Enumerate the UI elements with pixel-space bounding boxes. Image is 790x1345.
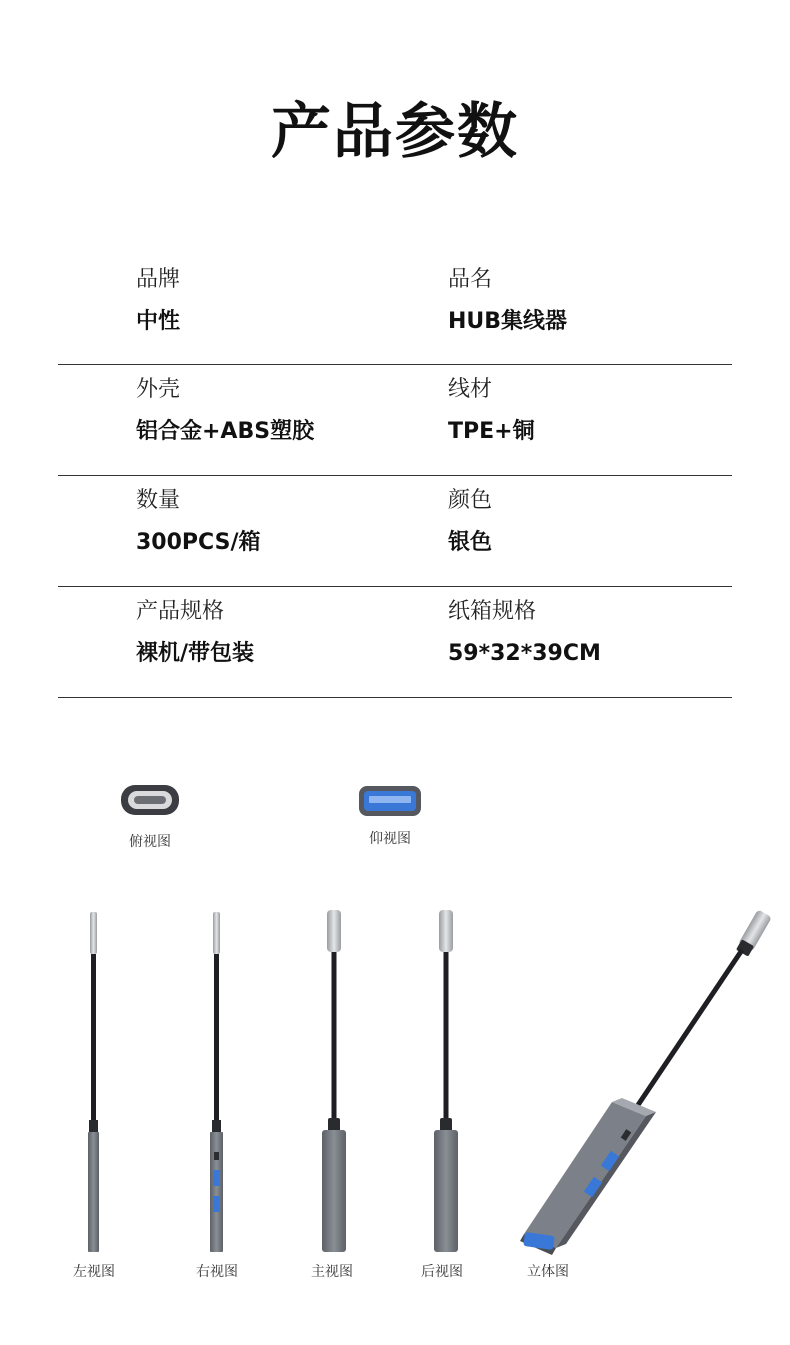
spec-cell: [448, 597, 601, 669]
spec-label-product-name: 品名: [448, 267, 493, 292]
spec-label-brand: 品牌: [136, 267, 181, 292]
spec-value-color: 银色: [448, 530, 493, 555]
caption-left-view: 左视图: [73, 1264, 115, 1280]
spec-value-spec: 裸机/带包装: [136, 641, 255, 666]
spec-cell: [448, 265, 567, 337]
spec-label-spec: 产品规格: [136, 599, 225, 624]
hub-iso-view: [520, 909, 772, 1255]
spec-label-carton: 纸箱规格: [448, 599, 537, 624]
spec-cell: [136, 375, 314, 447]
spec-label-quantity: 数量: [136, 488, 181, 513]
spec-cell: [448, 375, 535, 447]
usb-c-port-icon: [121, 785, 179, 815]
hub-front-view: [322, 910, 346, 1252]
hub-right-view: [210, 912, 223, 1252]
spec-row: [58, 365, 732, 476]
spec-label-cable: 线材: [448, 377, 493, 402]
caption-bottom-view: 仰视图: [369, 831, 411, 847]
product-views-illustration: [0, 740, 790, 1260]
spec-row: [58, 476, 732, 587]
spec-table: [58, 255, 732, 698]
spec-label-color: 颜色: [448, 488, 493, 513]
spec-row: [58, 255, 732, 365]
spec-value-quantity: 300PCS/箱: [136, 530, 261, 555]
hub-left-view: [88, 912, 99, 1252]
spec-cell: [136, 597, 254, 669]
caption-right-view: 右视图: [196, 1264, 238, 1280]
spec-value-shell: 铝合金+ABS塑胶: [136, 419, 315, 444]
caption-back-view: 后视图: [421, 1264, 463, 1280]
caption-iso-view: 立体图: [527, 1264, 569, 1280]
page-title: 产品参数: [271, 97, 519, 167]
caption-front-view: 主视图: [311, 1264, 353, 1280]
spec-value-carton: 59*32*39CM: [448, 641, 601, 666]
spec-value-brand: 中性: [136, 309, 181, 334]
spec-value-cable: TPE+铜: [448, 419, 535, 444]
hub-back-view: [434, 910, 458, 1252]
spec-value-product-name: HUB集线器: [448, 309, 568, 334]
spec-cell: [448, 486, 492, 558]
spec-row: [58, 587, 732, 698]
spec-cell: [136, 265, 180, 337]
usb-a-port-icon: [359, 786, 421, 816]
caption-top-view: 俯视图: [129, 834, 171, 850]
spec-label-shell: 外壳: [136, 377, 181, 402]
spec-cell: [136, 486, 260, 558]
